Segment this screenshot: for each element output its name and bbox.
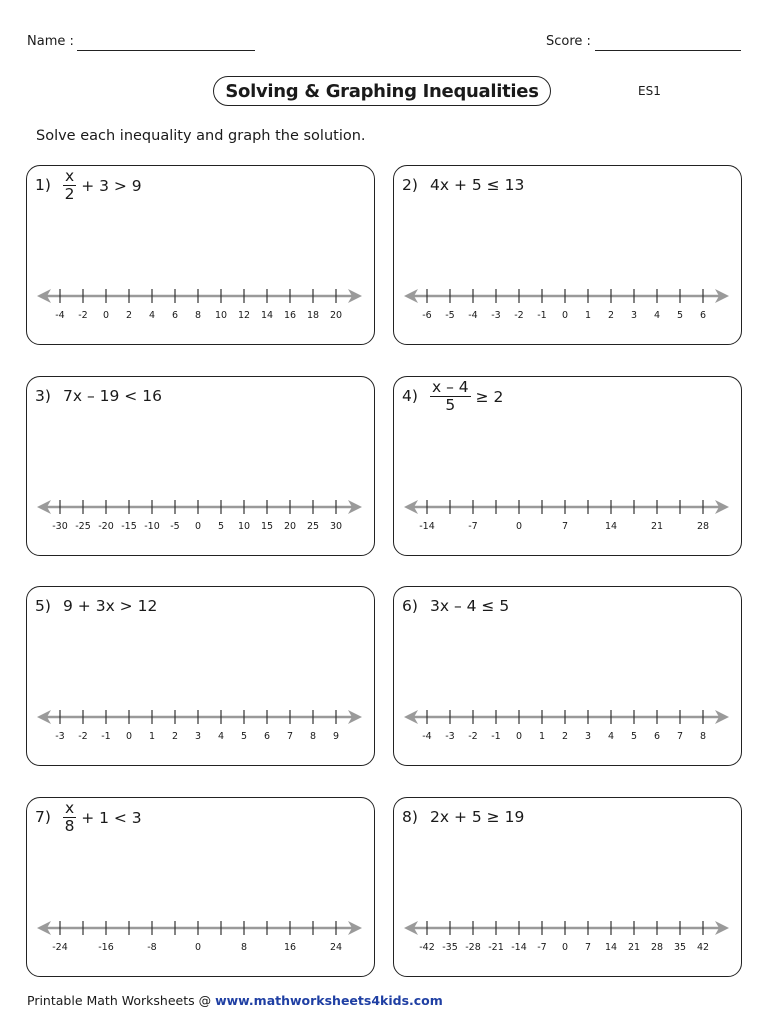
- number-line[interactable]: [27, 477, 373, 537]
- problem-box: [393, 376, 742, 556]
- tick-label: -2: [468, 731, 478, 742]
- problem-box: [26, 376, 375, 556]
- tick-label: 21: [627, 942, 641, 953]
- name-label: Name :: [27, 34, 74, 49]
- problem-box: [393, 586, 742, 766]
- score-field[interactable]: [595, 50, 741, 51]
- problem-number: 5): [35, 597, 51, 615]
- tick-label: 20: [329, 310, 343, 321]
- number-line[interactable]: [394, 898, 740, 958]
- tick-label: 1: [148, 731, 156, 742]
- problem-number: 3): [35, 387, 51, 405]
- tick-label: -5: [445, 310, 455, 321]
- fraction: [430, 379, 471, 414]
- tick-label: 6: [171, 310, 179, 321]
- tick-label: -28: [465, 942, 481, 953]
- problem-box: [393, 165, 742, 345]
- tick-label: 16: [283, 942, 297, 953]
- number-line[interactable]: [394, 266, 740, 326]
- fraction-denominator: 2: [64, 185, 75, 203]
- problem-number: 2): [402, 176, 418, 194]
- inequality-rest: + 3 > 9: [81, 176, 142, 195]
- problem-inequality: 3x – 4 ≤ 5: [430, 597, 510, 615]
- tick-label: 0: [194, 942, 202, 953]
- tick-label: 6: [699, 310, 707, 321]
- number-line[interactable]: [394, 477, 740, 537]
- instructions: Solve each inequality and graph the solution.: [36, 128, 366, 144]
- tick-label: 21: [650, 521, 664, 532]
- tick-label: 0: [194, 521, 202, 532]
- tick-label: 2: [171, 731, 179, 742]
- footer-text: Printable Math Worksheets @: [27, 993, 212, 1008]
- problem-number: 8): [402, 808, 418, 826]
- tick-label: 3: [630, 310, 638, 321]
- problem-box: [393, 797, 742, 977]
- tick-label: -35: [442, 942, 458, 953]
- worksheet-code: ES1: [638, 84, 661, 98]
- tick-label: -2: [78, 310, 88, 321]
- tick-label: 5: [676, 310, 684, 321]
- tick-label: -14: [511, 942, 527, 953]
- tick-label: 2: [607, 310, 615, 321]
- fraction: [63, 168, 76, 203]
- tick-label: 7: [286, 731, 294, 742]
- problem-inequality: 7x – 19 < 16: [63, 387, 162, 405]
- problem-number: 1): [35, 176, 51, 194]
- tick-label: -25: [75, 521, 91, 532]
- fraction-denominator: 8: [64, 817, 75, 835]
- tick-label: -4: [422, 731, 432, 742]
- tick-label: 10: [237, 521, 251, 532]
- tick-label: 42: [696, 942, 710, 953]
- inequality-rest: ≥ 2: [475, 387, 504, 406]
- problem-inequality: [430, 379, 503, 414]
- tick-label: -30: [52, 521, 68, 532]
- tick-label: 12: [237, 310, 251, 321]
- tick-label: 0: [515, 521, 523, 532]
- tick-label: 6: [653, 731, 661, 742]
- tick-label: 7: [676, 731, 684, 742]
- tick-label: -24: [52, 942, 68, 953]
- footer: [27, 993, 443, 1008]
- number-line[interactable]: [394, 687, 740, 747]
- problem-number: 7): [35, 808, 51, 826]
- tick-label: 7: [561, 521, 569, 532]
- tick-label: 35: [673, 942, 687, 953]
- tick-label: 0: [515, 731, 523, 742]
- tick-label: -15: [121, 521, 137, 532]
- problem-inequality: 4x + 5 ≤ 13: [430, 176, 525, 194]
- tick-label: -16: [98, 942, 114, 953]
- tick-label: 4: [607, 731, 615, 742]
- name-field[interactable]: [77, 50, 255, 51]
- tick-label: 5: [217, 521, 225, 532]
- tick-label: 8: [309, 731, 317, 742]
- tick-label: -20: [98, 521, 114, 532]
- tick-label: 7: [584, 942, 592, 953]
- tick-label: -4: [468, 310, 478, 321]
- tick-label: 8: [240, 942, 248, 953]
- tick-label: 8: [699, 731, 707, 742]
- problem-box: [26, 586, 375, 766]
- tick-label: 1: [538, 731, 546, 742]
- tick-label: 2: [561, 731, 569, 742]
- tick-label: 9: [332, 731, 340, 742]
- number-line[interactable]: [27, 687, 373, 747]
- tick-label: 3: [194, 731, 202, 742]
- problem-inequality: [63, 168, 142, 203]
- tick-label: -1: [491, 731, 501, 742]
- tick-label: 14: [604, 521, 618, 532]
- tick-label: 2: [125, 310, 133, 321]
- tick-label: -10: [144, 521, 160, 532]
- tick-label: 18: [306, 310, 320, 321]
- tick-label: -2: [514, 310, 524, 321]
- tick-label: -6: [422, 310, 432, 321]
- tick-label: 0: [561, 310, 569, 321]
- number-line[interactable]: [27, 266, 373, 326]
- tick-label: 30: [329, 521, 343, 532]
- tick-label: -3: [55, 731, 65, 742]
- fraction-denominator: 5: [445, 396, 456, 414]
- tick-label: 14: [604, 942, 618, 953]
- tick-label: 5: [630, 731, 638, 742]
- tick-label: -5: [170, 521, 180, 532]
- inequality-rest: + 1 < 3: [81, 808, 142, 827]
- fraction-numerator: x: [65, 799, 75, 817]
- tick-label: 4: [217, 731, 225, 742]
- tick-label: -3: [491, 310, 501, 321]
- problem-box: [26, 165, 375, 345]
- tick-label: 6: [263, 731, 271, 742]
- tick-label: 0: [102, 310, 110, 321]
- page-title: Solving & Graphing Inequalities: [225, 80, 539, 102]
- footer-link[interactable]: www.mathworksheets4kids.com: [215, 993, 443, 1008]
- tick-label: -4: [55, 310, 65, 321]
- problem-number: 6): [402, 597, 418, 615]
- fraction-numerator: x: [65, 167, 75, 185]
- tick-label: -21: [488, 942, 504, 953]
- tick-label: 10: [214, 310, 228, 321]
- tick-label: -7: [468, 521, 478, 532]
- score-label: Score :: [546, 34, 591, 49]
- tick-label: 28: [696, 521, 710, 532]
- tick-label: 24: [329, 942, 343, 953]
- tick-label: 1: [584, 310, 592, 321]
- tick-label: 3: [584, 731, 592, 742]
- tick-label: 14: [260, 310, 274, 321]
- tick-label: -8: [147, 942, 157, 953]
- tick-label: -3: [445, 731, 455, 742]
- tick-label: -7: [537, 942, 547, 953]
- tick-label: 4: [148, 310, 156, 321]
- fraction-numerator: x – 4: [432, 378, 469, 396]
- tick-label: 25: [306, 521, 320, 532]
- tick-label: 28: [650, 942, 664, 953]
- problem-box: [26, 797, 375, 977]
- title-box: [213, 76, 551, 106]
- tick-label: 4: [653, 310, 661, 321]
- tick-label: 16: [283, 310, 297, 321]
- tick-label: 20: [283, 521, 297, 532]
- tick-label: 15: [260, 521, 274, 532]
- tick-label: -42: [419, 942, 435, 953]
- fraction: [63, 800, 76, 835]
- tick-label: -14: [419, 521, 435, 532]
- tick-label: 5: [240, 731, 248, 742]
- tick-label: 0: [561, 942, 569, 953]
- problem-inequality: 2x + 5 ≥ 19: [430, 808, 525, 826]
- tick-label: -2: [78, 731, 88, 742]
- problem-inequality: 9 + 3x > 12: [63, 597, 158, 615]
- problem-number: 4): [402, 387, 418, 405]
- tick-label: -1: [537, 310, 547, 321]
- problem-inequality: [63, 800, 142, 835]
- tick-label: -1: [101, 731, 111, 742]
- tick-label: 0: [125, 731, 133, 742]
- tick-label: 8: [194, 310, 202, 321]
- number-line[interactable]: [27, 898, 373, 958]
